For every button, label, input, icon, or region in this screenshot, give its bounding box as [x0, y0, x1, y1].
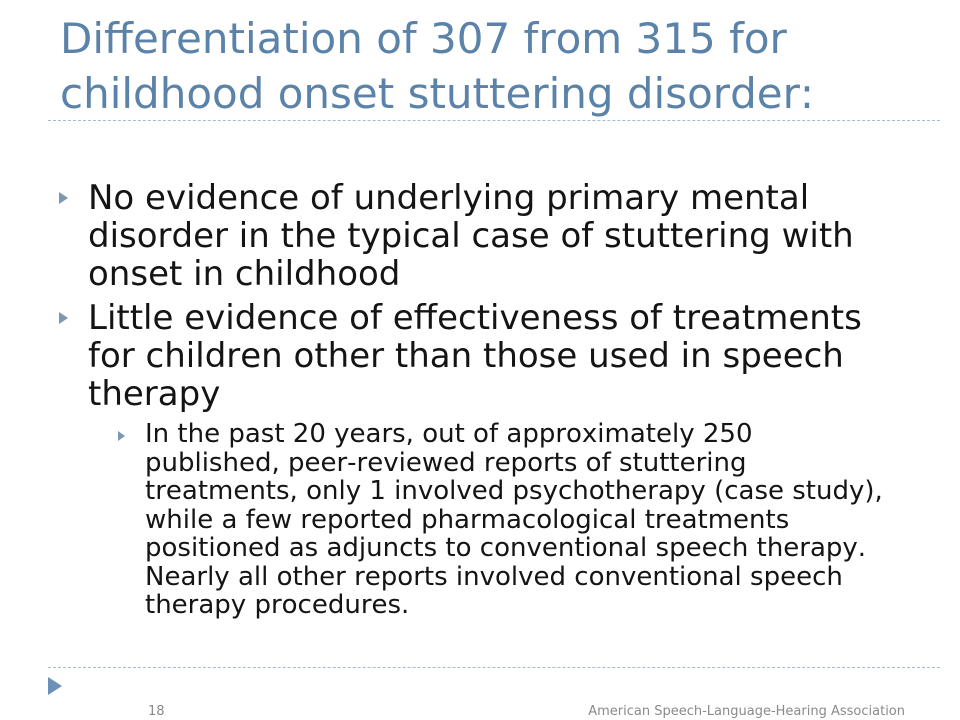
- bullet-item: [0, 299, 960, 413]
- triangle-right-sub-bullet-icon: [118, 431, 125, 441]
- triangle-right-bullet-icon: [59, 312, 68, 324]
- slide-title: Differentiation of 307 from 315 for childhood onset stuttering disorder:: [60, 14, 814, 118]
- triangle-right-icon: [48, 677, 62, 695]
- title-divider: [48, 120, 940, 121]
- triangle-right-bullet-icon: [59, 192, 68, 204]
- footer-organization: American Speech-Language-Hearing Association: [588, 704, 905, 719]
- sub-bullet-item: [0, 420, 960, 620]
- slide-number: 18: [148, 704, 165, 719]
- bullet-text: No evidence of underlying primary mental disorder in the typical case of stuttering with onset in childhood: [88, 178, 854, 294]
- bullet-item: [0, 179, 960, 293]
- bullet-text: Little evidence of effectiveness of treatments for children other than those used in speech therapy: [88, 298, 862, 414]
- footer-divider: [48, 667, 940, 668]
- sub-bullet-text: In the past 20 years, out of approximately 250 published, peer-reviewed reports of stuttering treatments, only 1 involved psychotherapy (case study), while a few reported pharmacological treatments positioned as adjuncts to conventional speech therapy. Nearly all other reports involved conventional speech therapy procedures.: [145, 419, 883, 620]
